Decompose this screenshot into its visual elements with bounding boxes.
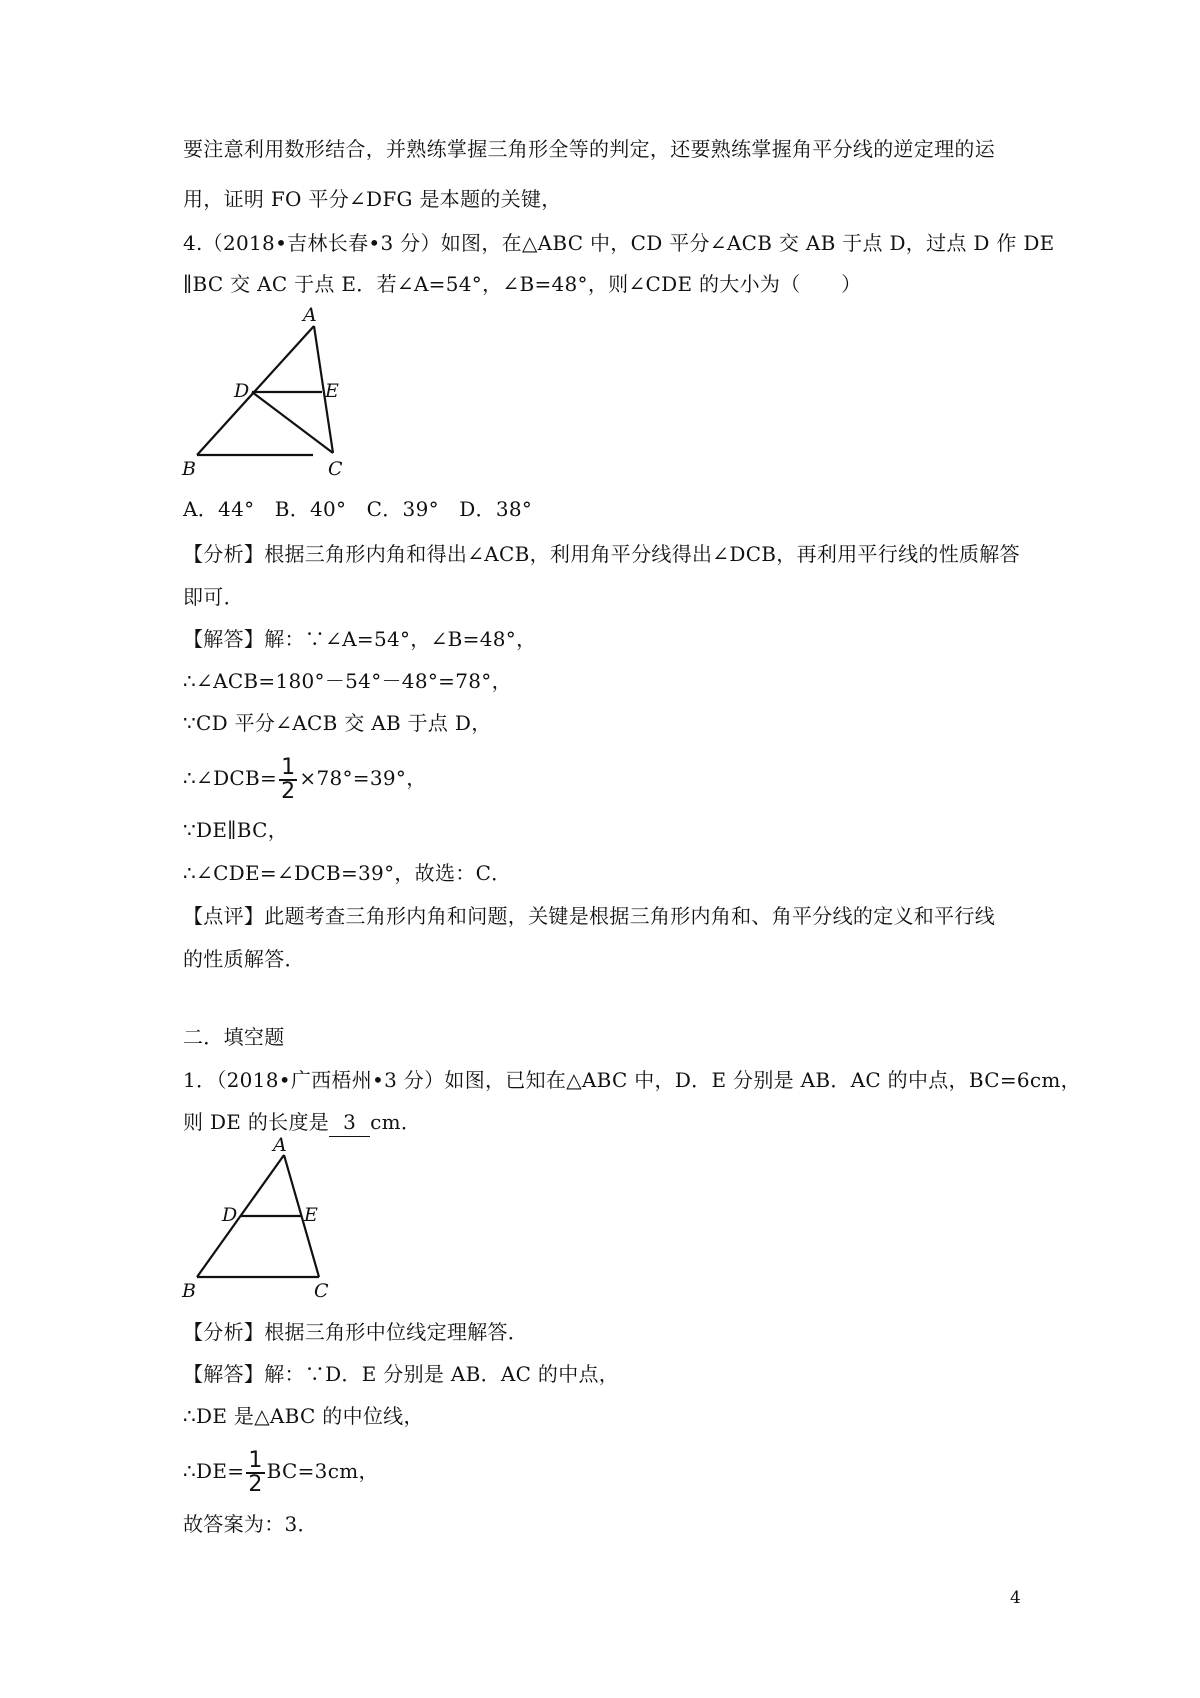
vertex-label-c: C	[314, 1280, 329, 1302]
solution-line: 【解答】解：∵∠A=54°，∠B=48°，	[183, 627, 537, 651]
text-line: 的性质解答．	[183, 947, 305, 971]
solution-line: ∵CD 平分∠ACB 交 AB 于点 D，	[183, 711, 492, 735]
final-answer-line: 故答案为：3．	[183, 1512, 318, 1536]
vertex-label-d: D	[234, 380, 250, 402]
analysis-line: 【分析】根据三角形中位线定理解答．	[183, 1320, 529, 1344]
vertex-label-b: B	[182, 458, 196, 480]
vertex-label-a: A	[273, 1137, 287, 1156]
section-heading: 二．填空题	[183, 1025, 285, 1049]
triangle-figure-1	[180, 305, 370, 480]
solution-line: ∴∠CDE=∠DCB=39°，故选：C．	[183, 861, 512, 885]
answer-choices: A．44° B．40° C．39° D．38°	[183, 497, 533, 521]
problem-4-stem: 4.（2018•吉林长春•3 分）如图，在△ABC 中，CD 平分∠ACB 交 AB 于点 D，过点 D 作 DE	[183, 231, 1055, 255]
vertex-label-e: E	[325, 380, 339, 402]
fill-blank-1-stem: 1．（2018•广西梧州•3 分）如图，已知在△ABC 中，D．E 分别是 AB．AC 的中点，BC=6cm，	[183, 1068, 1081, 1092]
vertex-label-d: D	[222, 1204, 238, 1226]
vertex-label-e: E	[304, 1204, 318, 1226]
vertex-label-c: C	[328, 458, 343, 480]
comment-line: 【点评】此题考查三角形内角和问题，关键是根据三角形内角和、角平分线的定义和平行线	[183, 904, 995, 928]
solution-line-fraction: ∴∠DCB= $\frac{1}{2}$ ×78°=39°，	[183, 754, 427, 804]
fill-blank-1-stem-cont: 则 DE 的长度是 3 cm．	[183, 1108, 421, 1137]
solution-line-fraction: ∴DE= $\frac{1}{2}$ BC=3cm，	[183, 1447, 379, 1497]
solution-line: ∴∠ACB=180°－54°－48°=78°，	[183, 669, 512, 693]
fraction-one-half: $\frac{1}{2}$	[248, 1447, 263, 1497]
problem-4-stem-cont: ∥BC 交 AC 于点 E．若∠A=54°，∠B=48°，则∠CDE 的大小为（ ）	[183, 272, 862, 296]
text-line: 要注意利用数形结合，并熟练掌握三角形全等的判定，还要熟练掌握角平分线的逆定理的运	[183, 137, 995, 161]
text-line: 用，证明 FO 平分∠DFG 是本题的关键，	[183, 187, 562, 211]
vertex-label-a: A	[303, 305, 317, 326]
triangle-figure-2	[180, 1137, 355, 1305]
text-line: 即可．	[183, 585, 244, 609]
answer-blank: 3	[329, 1108, 370, 1137]
solution-line: ∴DE 是△ABC 的中位线，	[183, 1404, 424, 1428]
vertex-label-b: B	[182, 1280, 196, 1302]
solution-line: ∵DE∥BC，	[183, 818, 289, 842]
page-number: 4	[1010, 1588, 1021, 1608]
analysis-line: 【分析】根据三角形内角和得出∠ACB，利用角平分线得出∠DCB，再利用平行线的性质解答	[183, 542, 1020, 566]
fraction-one-half: $\frac{1}{2}$	[281, 754, 296, 804]
solution-line: 【解答】解：∵D．E 分别是 AB．AC 的中点，	[183, 1362, 620, 1386]
